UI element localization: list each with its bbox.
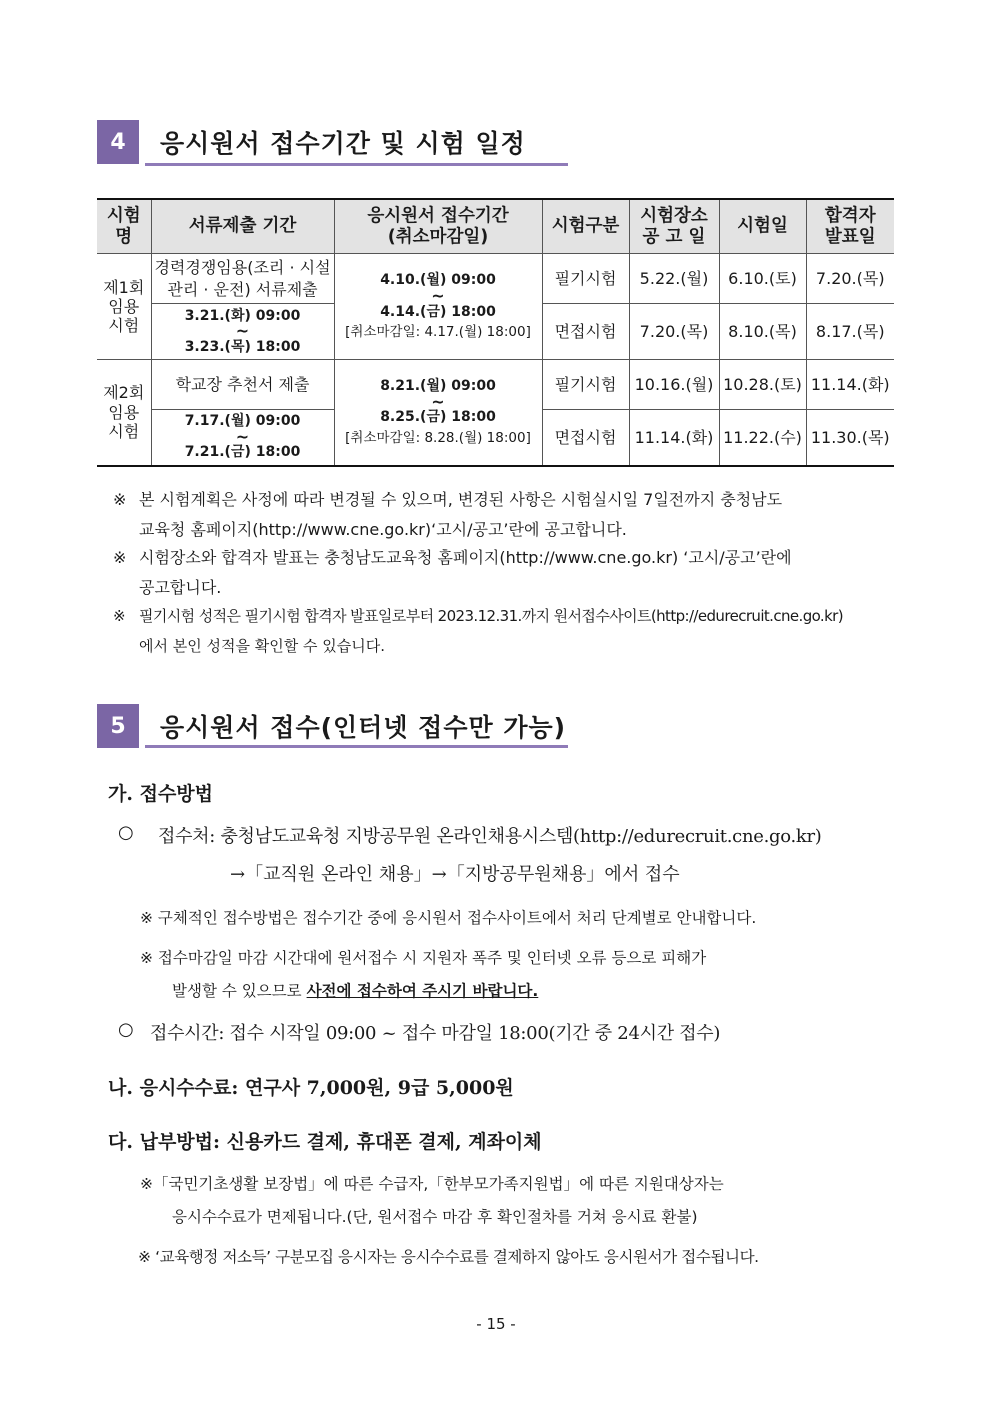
header-exam-name: 시험 명 (97, 199, 151, 254)
method-note: ※ 구체적인 접수방법은 접수기간 중에 응시원서 접수사이트에서 처리 단계별로 안내합니다. (140, 909, 757, 927)
application-start: 4.10.(월) 09:00 (380, 272, 496, 289)
section-underline (145, 163, 568, 166)
header-document-period: 서류제출 기간 (151, 199, 334, 254)
section-title: 응시원서 접수기간 및 시험 일정 (160, 129, 526, 158)
note-text: 교육청 홈페이지(http://www.cne.go.kr)‘고시/공고’란에 공고합니다. (139, 520, 627, 539)
note-mark: ※ (113, 548, 127, 567)
note-mark: ※ (113, 490, 127, 509)
exam-type: 면접시험 (542, 410, 629, 466)
venue-notice-date: 11.14.(화) (629, 410, 719, 466)
cancel-deadline: [취소마감일: 8.28.(월) 18:00] (345, 430, 531, 447)
note-mark: ※ (113, 607, 126, 625)
document-end: 7.21.(금) 18:00 (184, 444, 301, 461)
tilde: ~ (431, 286, 445, 306)
tilde: ~ (431, 391, 445, 411)
subheading-payment: 다. 납부방법: 신용카드 결제, 휴대폰 결제, 계좌이체 (108, 1131, 542, 1153)
bullet-symbol: ○ (118, 1019, 134, 1040)
emphasized-note-text: 사전에 접수하여 주시기 바랍니다. (306, 982, 539, 1000)
table-row (97, 254, 894, 304)
note-text: 공고합니다. (139, 578, 222, 597)
exam-type: 필기시험 (542, 254, 629, 304)
tilde: ~ (235, 321, 250, 341)
method-note-continued (172, 976, 538, 1006)
note-text: 필기시험 성적은 필기시험 합격자 발표일로부터 2023.12.31.까지 원서접수사이트(http://edurecruit.cne.go.kr) (139, 607, 843, 625)
page-number: - 15 - (476, 1315, 516, 1333)
document-period-cell (151, 304, 334, 360)
exam-type: 필기시험 (542, 360, 629, 410)
note-text: 에서 본인 성적을 확인할 수 있습니다. (139, 637, 385, 655)
cancel-deadline: [취소마감일: 4.17.(월) 18:00] (345, 324, 531, 341)
note-text: 시험장소와 합격자 발표는 충청남도교육청 홈페이지(http://www.cne.go.kr) ‘고시/공고’란에 (139, 548, 792, 567)
payment-note-continued: 응시수수료가 면제됩니다.(단, 원서접수 마감 후 확인절차를 거쳐 응시료 환불) (172, 1208, 698, 1226)
payment-note: ※ ‘교육행정 저소득’ 구분모집 응시자는 응시수수료를 결제하지 않아도 응시원서가 접수됩니다. (138, 1248, 759, 1266)
method-note: ※ 접수마감일 마감 시간대에 원서접수 시 지원자 폭주 및 인터넷 오류 등으로 피해가 (140, 949, 707, 967)
document-submission-label: 경력경쟁임용(조리 · 시설 관리 · 운전) 서류제출 (151, 254, 334, 304)
exam-date: 6.10.(토) (719, 254, 806, 304)
round-name: 제2회 임용 시험 (97, 360, 151, 466)
table-row (97, 360, 894, 410)
application-site-line: 접수처: 충청남도교육청 지방공무원 온라인채용시스템(http://edurecruit.cne.go.kr) (158, 826, 822, 847)
document-start: 3.21.(화) 09:00 (184, 307, 301, 324)
document-period-cell (151, 410, 334, 466)
header-venue-notice: 시험장소 공 고 일 (629, 199, 719, 254)
section-number-badge: 5 (97, 704, 139, 748)
venue-notice-date: 7.20.(목) (629, 304, 719, 360)
venue-notice-date: 10.16.(월) (629, 360, 719, 410)
subheading-method: 가. 접수방법 (108, 783, 213, 805)
note-text: 본 시험계획은 사정에 따라 변경될 수 있으며, 변경된 사항은 시험실시일 7일전까지 충청남도 (139, 490, 783, 509)
application-start: 8.21.(월) 09:00 (380, 378, 496, 395)
application-end: 8.25.(금) 18:00 (380, 409, 496, 426)
schedule-note (113, 485, 782, 545)
tilde: ~ (235, 427, 250, 447)
result-date: 11.30.(목) (806, 410, 894, 466)
section-underline (145, 745, 568, 748)
schedule-note (113, 543, 792, 603)
exam-date: 10.28.(토) (719, 360, 806, 410)
application-period-cell (334, 254, 542, 360)
result-date: 11.14.(화) (806, 360, 894, 410)
bullet-symbol: ○ (118, 822, 134, 843)
header-exam-type: 시험구분 (542, 199, 629, 254)
result-date: 8.17.(목) (806, 304, 894, 360)
payment-note: ※「국민기초생활 보장법」에 따른 수급자,「한부모가족지원법」에 따른 지원대상자는 (140, 1175, 724, 1193)
note-text: 발생할 수 있으므로 (172, 982, 307, 1000)
header-result-day: 합격자 발표일 (806, 199, 894, 254)
exam-type: 면접시험 (542, 304, 629, 360)
application-end: 4.14.(금) 18:00 (380, 303, 496, 320)
section-number-badge: 4 (97, 120, 139, 164)
schedule-note (113, 601, 843, 661)
round-name: 제1회 임용 시험 (97, 254, 151, 360)
result-date: 7.20.(목) (806, 254, 894, 304)
venue-notice-date: 5.22.(월) (629, 254, 719, 304)
header-application-period: 응시원서 접수기간 (취소마감일) (334, 199, 542, 254)
document-start: 7.17.(월) 09:00 (184, 413, 301, 430)
exam-date: 11.22.(수) (719, 410, 806, 466)
subheading-fee: 나. 응시수수료: 연구사 7,000원, 9급 5,000원 (108, 1077, 514, 1099)
application-period-cell (334, 360, 542, 466)
table-header-row (97, 199, 894, 254)
application-time-line: 접수시간: 접수 시작일 09:00 ~ 접수 마감일 18:00(기간 중 24시간 접수) (150, 1023, 721, 1044)
section-title: 응시원서 접수(인터넷 접수만 가능) (160, 713, 567, 742)
exam-date: 8.10.(목) (719, 304, 806, 360)
document-end: 3.23.(목) 18:00 (184, 338, 301, 355)
header-exam-day: 시험일 (719, 199, 806, 254)
exam-schedule-table (97, 198, 894, 467)
application-path-line: →「교직원 온라인 채용」→「지방공무원채용」에서 접수 (230, 864, 680, 885)
document-submission-label: 학교장 추천서 제출 (151, 360, 334, 410)
